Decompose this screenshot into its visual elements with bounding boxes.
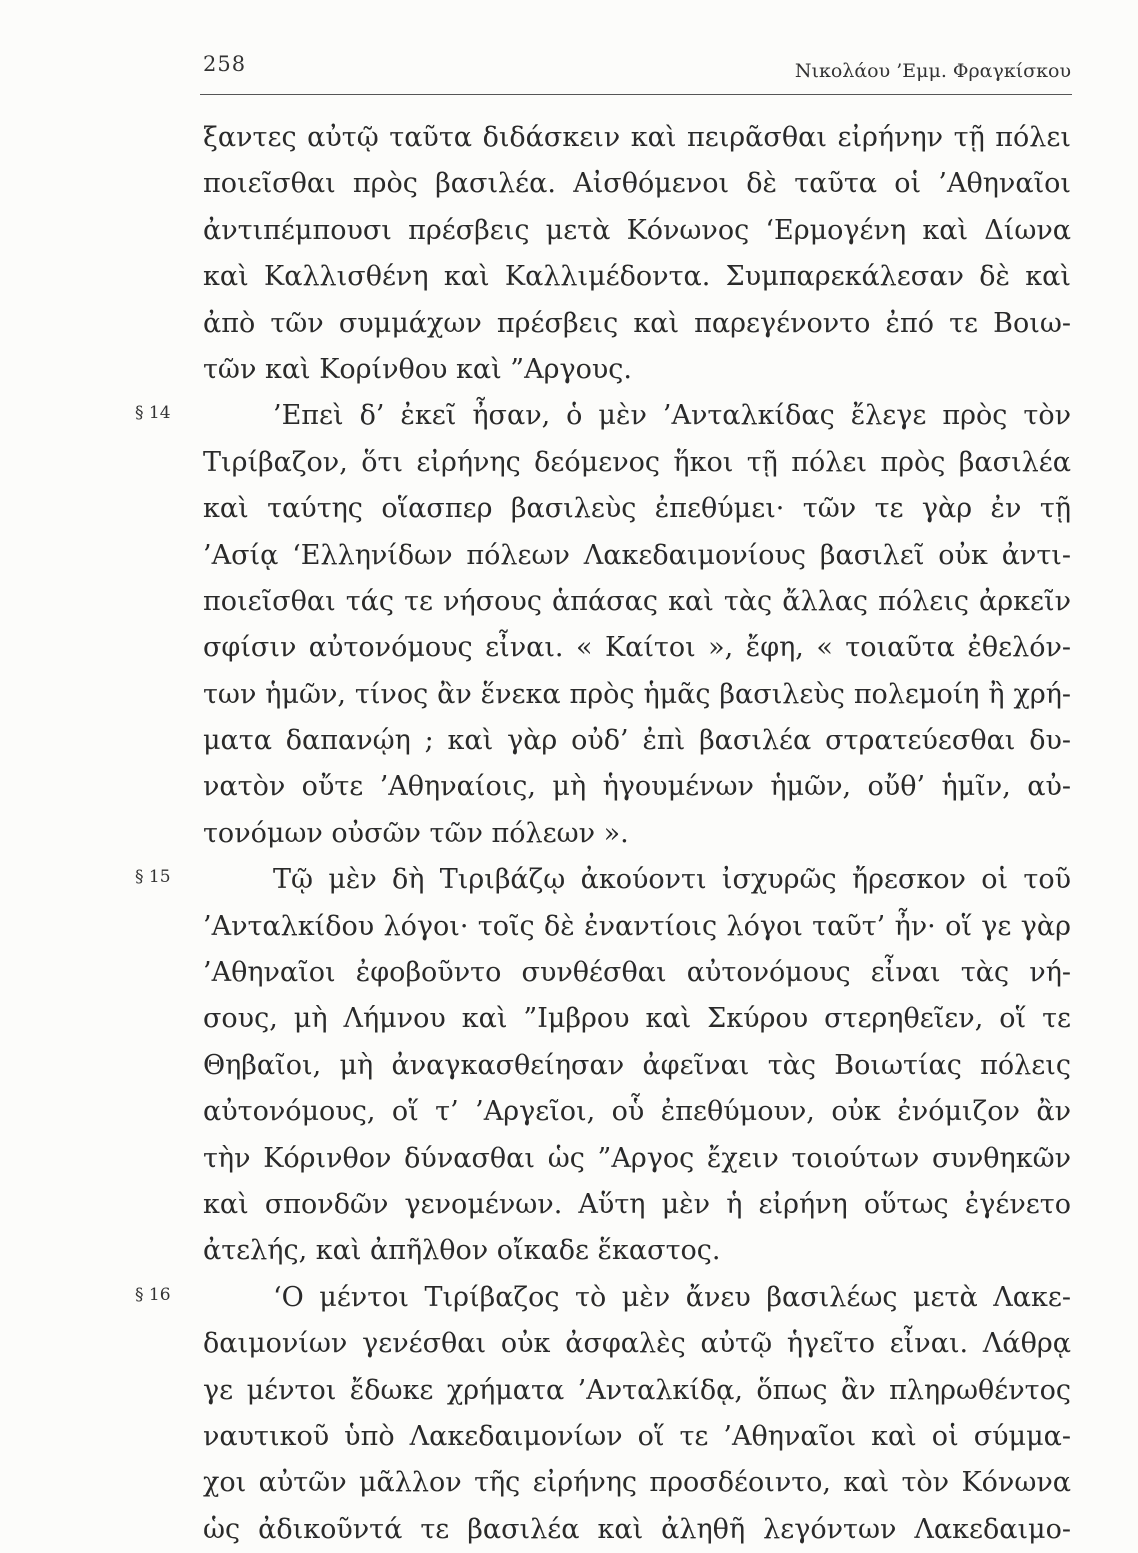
text-line [203,904,1071,950]
text-line [203,950,1071,996]
line-text: Τῷ μὲν δὴ Τιριβάζῳ ἀκούοντι ἰσχυρῶς ἤρεσκον οἱ τοῦ [273,864,1071,896]
text-line [203,1507,1071,1553]
line-text: καὶ ταύτης οἵασπερ βασιλεὺς ἐπεθύμει· τῶν τε γὰρ ἐν τῇ [203,493,1071,525]
text-line [203,254,1071,300]
line-text: Τιρίβαζον, ὅτι εἰρήνης δεόμενος ἥκοι τῇ πόλει πρὸς βασιλέα [203,446,1071,478]
line-text: ’Αθηναῖοι ἐφοβοῦντο συνθέσθαι αὐτονόμους εἶναι τὰς νή- [203,957,1071,989]
line-text: ‘Ο μέντοι Τιρίβαζος τὸ μὲν ἄνευ βασιλέως μετὰ Λακε- [273,1281,1071,1313]
section-marker: § 15 [135,867,171,888]
text-line [203,1089,1071,1135]
text-line [203,1414,1071,1460]
text-line [135,393,1071,439]
text-line [203,1043,1071,1089]
line-text: ἀτελής, καὶ ἀπῆλθον οἴκαδε ἕκαστος. [203,1235,721,1267]
text-line [203,811,1071,857]
line-text: ποιεῖσθαι πρὸς βασιλέα. Αἰσθόμενοι δὲ ταῦτα οἱ ’Αθηναῖοι [203,168,1071,200]
line-text: δαιμονίων γενέσθαι οὐκ ἀσφαλὲς αὐτῷ ἡγεῖτο εἶναι. Λάθρᾳ [203,1328,1071,1360]
line-text: ὡς ἀδικοῦντά τε βασιλέα καὶ ἀληθῆ λεγόντων Λακεδαιμο- [203,1513,1071,1545]
text-line [203,579,1071,625]
text-line [203,440,1071,486]
line-text: ἀπὸ τῶν συμμάχων πρέσβεις καὶ παρεγένοντο ἐπό τε Βοιω- [203,307,1071,339]
line-text: καὶ σπονδῶν γενομένων. Αὕτη μὲν ἡ εἰρήνη οὕτως ἐγένετο [203,1188,1071,1220]
text-line [203,347,1071,393]
section-marker: § 14 [135,403,171,424]
text-line [203,1136,1071,1182]
text-line [203,533,1071,579]
text-line [135,857,1071,903]
text-line [203,1182,1071,1228]
body-text [135,115,1071,1553]
text-line [203,301,1071,347]
line-text: των ἡμῶν, τίνος ἂν ἕνεκα πρὸς ἡμᾶς βασιλεὺς πολεμοίη ἢ χρή- [203,678,1071,710]
section-marker: § 16 [135,1284,171,1305]
line-text: ’Επεὶ δ’ ἐκεῖ ἦσαν, ὁ μὲν ’Ανταλκίδας ἔλεγε πρὸς τὸν [273,400,1071,432]
text-line [203,625,1071,671]
text-line [135,1275,1071,1321]
text-line [203,486,1071,532]
line-text: ματα δαπανῴη ; καὶ γὰρ οὐδ’ ἐπὶ βασιλέα στρατεύεσθαι δυ- [203,725,1071,757]
text-line [203,764,1071,810]
text-line [203,996,1071,1042]
line-text: αὐτονόμους, οἵ τ’ ’Αργεῖοι, οὗ ἐπεθύμουν, οὐκ ἐνόμιζον ἂν [203,1096,1071,1128]
line-text: ’Ανταλκίδου λόγοι· τοῖς δὲ ἐναντίοις λόγοι ταῦτ’ ἦν· οἵ γε γὰρ [203,910,1071,942]
line-text: Θηβαῖοι, μὴ ἀναγκασθείησαν ἀφεῖναι τὰς Βοιωτίας πόλεις [203,1049,1071,1081]
text-line [203,672,1071,718]
line-text: ποιεῖσθαι τάς τε νήσους ἁπάσας καὶ τὰς ἄλλας πόλεις ἀρκεῖν [203,585,1071,617]
page-header [203,52,1071,92]
line-text: ’Ασίᾳ ‘Ελληνίδων πόλεων Λακεδαιμονίους βασιλεῖ οὐκ ἀντι- [203,539,1071,571]
header-rule [200,94,1072,95]
line-text: ξαντες αὐτῷ ταῦτα διδάσκειν καὶ πειρᾶσθαι εἰρήνην τῇ πόλει [203,122,1071,153]
line-text: τονόμων οὐσῶν τῶν πόλεων ». [203,817,629,849]
line-text: χοι αὐτῶν μᾶλλον τῆς εἰρήνης προσδέοιντο, καὶ τὸν Κόνωνα [203,1467,1071,1499]
line-text: νατὸν οὔτε ’Αθηναίοις, μὴ ἡγουμένων ἡμῶν, οὔθ’ ἡμῖν, αὐ- [203,771,1071,803]
line-text: τῶν καὶ Κορίνθου καὶ ”Αργους. [203,353,632,385]
text-line [203,1228,1071,1274]
page-number: 258 [203,52,247,76]
text-line [203,1321,1071,1367]
running-head: Νικολάου ’Εμμ. Φραγκίσκου [794,60,1071,82]
line-text: γε μέντοι ἔδωκε χρήματα ’Ανταλκίδᾳ, ὅπως ἂν πληρωθέντος [203,1374,1071,1406]
line-text: ναυτικοῦ ὑπὸ Λακεδαιμονίων οἵ τε ’Αθηναῖοι καὶ οἱ σύμμα- [203,1420,1071,1452]
text-line [203,718,1071,764]
line-text: τὴν Κόρινθον δύνασθαι ὡς ”Αργος ἔχειν τοιούτων συνθηκῶν [203,1142,1071,1174]
text-line [203,161,1071,207]
text-line [203,1368,1071,1414]
line-text: σους, μὴ Λήμνου καὶ ”Ιμβρου καὶ Σκύρου στερηθεῖεν, οἵ τε [203,1003,1071,1035]
line-text: σφίσιν αὐτονόμους εἶναι. « Καίτοι », ἔφη, « τοιαῦτα ἐθελόν- [203,632,1071,664]
text-line [203,115,1071,161]
line-text: ἀντιπέμπουσι πρέσβεις μετὰ Κόνωνος ‘Ερμογένη καὶ Δίωνα [203,214,1071,246]
line-text: καὶ Καλλισθένη καὶ Καλλιμέδοντα. Συμπαρεκάλεσαν δὲ καὶ [203,261,1071,293]
text-line [203,208,1071,254]
